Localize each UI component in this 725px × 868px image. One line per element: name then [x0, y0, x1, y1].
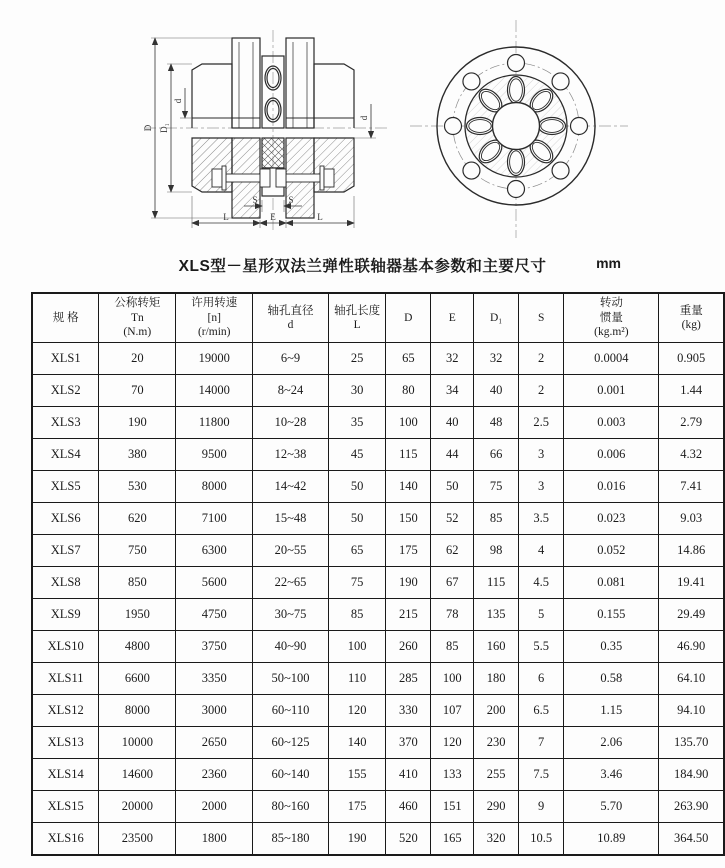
table-row [32, 727, 724, 759]
table-cell: 75 [328, 567, 386, 599]
table-cell: 2360 [176, 759, 253, 791]
table-cell: 2.79 [659, 407, 724, 439]
column-header-torque [99, 293, 176, 343]
spec-cell: XLS16 [32, 823, 99, 856]
table-row [32, 471, 724, 503]
table-cell: 215 [386, 599, 431, 631]
table-cell: 2.06 [564, 727, 659, 759]
table-cell: 5.70 [564, 791, 659, 823]
table-cell: 64.10 [659, 663, 724, 695]
table-cell: 175 [386, 535, 431, 567]
table-cell: 0.35 [564, 631, 659, 663]
column-header-line: (N.m) [123, 326, 152, 339]
table-cell: 3.46 [564, 759, 659, 791]
table-cell: 60~125 [253, 727, 329, 759]
table-cell: 115 [386, 439, 431, 471]
table-cell: 85~180 [253, 823, 329, 856]
table-row [32, 631, 724, 663]
table-cell: 5.5 [519, 631, 564, 663]
column-header-line: 公称转矩 [114, 297, 161, 310]
table-cell: 151 [431, 791, 474, 823]
table-cell: 180 [474, 663, 519, 695]
table-cell: 60~110 [253, 695, 329, 727]
table-cell: 135.70 [659, 727, 724, 759]
table-cell: 94.10 [659, 695, 724, 727]
table-cell: 6 [519, 663, 564, 695]
table-cell: 30~75 [253, 599, 329, 631]
table-cell: 7.41 [659, 471, 724, 503]
table-cell: 2650 [176, 727, 253, 759]
table-cell: 330 [386, 695, 431, 727]
table-cell: 3000 [176, 695, 253, 727]
table-cell: 9.03 [659, 503, 724, 535]
dim-label-S-right: S [288, 195, 294, 205]
table-cell: 40~90 [253, 631, 329, 663]
table-cell: 620 [99, 503, 176, 535]
table-cell: 0.052 [564, 535, 659, 567]
table-cell: 750 [99, 535, 176, 567]
table-cell: 3 [519, 471, 564, 503]
table-cell: 1950 [99, 599, 176, 631]
column-header-line: 许用转速 [191, 297, 238, 310]
table-cell: 100 [386, 407, 431, 439]
column-header-spec [32, 293, 99, 343]
table-row [32, 375, 724, 407]
column-header-line: (r/min) [197, 326, 231, 339]
column-header-speed [176, 293, 253, 343]
dim-label-D: D [143, 124, 153, 132]
table-cell: 6.5 [519, 695, 564, 727]
table-cell: 14600 [99, 759, 176, 791]
table-cell: 50 [328, 471, 386, 503]
table-row [32, 823, 724, 856]
column-header-line: D₁ [490, 311, 503, 324]
table-row [32, 599, 724, 631]
table-cell: 30 [328, 375, 386, 407]
table-cell: 0.006 [564, 439, 659, 471]
dim-label-D1: D₁ [159, 123, 169, 133]
table-cell: 46.90 [659, 631, 724, 663]
table-row [32, 759, 724, 791]
dim-label-S-left: S [252, 195, 258, 205]
column-header-dim-D [386, 293, 431, 343]
table-cell: 10.5 [519, 823, 564, 856]
table-cell: 290 [474, 791, 519, 823]
table-cell: 255 [474, 759, 519, 791]
table-cell: 120 [431, 727, 474, 759]
table-cell: 140 [328, 727, 386, 759]
table-cell: 32 [431, 343, 474, 375]
table-cell: 10000 [99, 727, 176, 759]
spec-cell: XLS5 [32, 471, 99, 503]
table-cell: 65 [328, 535, 386, 567]
table-cell: 52 [431, 503, 474, 535]
spec-cell: XLS7 [32, 535, 99, 567]
table-cell: 6600 [99, 663, 176, 695]
center-bore-circle [493, 103, 540, 150]
table-cell: 85 [328, 599, 386, 631]
spec-cell: XLS4 [32, 439, 99, 471]
column-header-line: S [537, 311, 545, 324]
table-cell: 75 [474, 471, 519, 503]
table-cell: 3350 [176, 663, 253, 695]
spec-cell: XLS1 [32, 343, 99, 375]
dim-label-d-left: d [173, 98, 183, 104]
column-header-bore-d [253, 293, 329, 343]
table-row [32, 343, 724, 375]
table-cell: 0.155 [564, 599, 659, 631]
table-cell: 50~100 [253, 663, 329, 695]
table-cell: 5 [519, 599, 564, 631]
spec-cell: XLS14 [32, 759, 99, 791]
table-cell: 7.5 [519, 759, 564, 791]
table-cell: 14000 [176, 375, 253, 407]
table-cell: 60~140 [253, 759, 329, 791]
table-cell: 70 [99, 375, 176, 407]
table-cell: 370 [386, 727, 431, 759]
table-cell: 85 [431, 631, 474, 663]
table-cell: 78 [431, 599, 474, 631]
table-cell: 44 [431, 439, 474, 471]
table-cell: 40 [474, 375, 519, 407]
spec-cell: XLS9 [32, 599, 99, 631]
table-cell: 6300 [176, 535, 253, 567]
table-cell: 9 [519, 791, 564, 823]
table-cell: 133 [431, 759, 474, 791]
column-header-dim-E [431, 293, 474, 343]
section-extension-lines [151, 38, 376, 228]
table-cell: 10~28 [253, 407, 329, 439]
table-cell: 48 [474, 407, 519, 439]
table-cell: 0.905 [659, 343, 724, 375]
table-cell: 184.90 [659, 759, 724, 791]
table-cell: 8000 [99, 695, 176, 727]
table-cell: 4750 [176, 599, 253, 631]
column-header-line: (kg.m²) [594, 326, 629, 339]
table-cell: 19000 [176, 343, 253, 375]
dim-label-d-right: d [359, 115, 369, 121]
table-row [32, 439, 724, 471]
table-cell: 62 [431, 535, 474, 567]
spec-cell: XLS13 [32, 727, 99, 759]
table-cell: 32 [474, 343, 519, 375]
front-view-drawing [408, 18, 630, 240]
table-cell: 190 [328, 823, 386, 856]
table-cell: 260 [386, 631, 431, 663]
spec-cell: XLS11 [32, 663, 99, 695]
column-header-line: 规 格 [52, 311, 79, 324]
column-header-line: 轴孔直径 [267, 304, 314, 317]
page-title: XLS型－星形双法兰弹性联轴器基本参数和主要尺寸 [178, 258, 547, 275]
table-cell: 165 [431, 823, 474, 856]
spec-table-head [32, 293, 724, 343]
table-cell: 85 [474, 503, 519, 535]
table-row [32, 695, 724, 727]
table-cell: 160 [474, 631, 519, 663]
column-header-line: 重量 [679, 304, 703, 317]
table-cell: 2 [519, 343, 564, 375]
spec-table-body [32, 343, 724, 856]
table-cell: 460 [386, 791, 431, 823]
spec-cell: XLS2 [32, 375, 99, 407]
table-cell: 50 [328, 503, 386, 535]
column-header-bore-l [328, 293, 386, 343]
table-cell: 25 [328, 343, 386, 375]
spec-table [31, 292, 725, 856]
table-cell: 2000 [176, 791, 253, 823]
table-cell: 5600 [176, 567, 253, 599]
table-cell: 320 [474, 823, 519, 856]
table-cell: 50 [431, 471, 474, 503]
table-cell: 0.081 [564, 567, 659, 599]
table-cell: 110 [328, 663, 386, 695]
table-cell: 20000 [99, 791, 176, 823]
spec-cell: XLS6 [32, 503, 99, 535]
table-cell: 4.32 [659, 439, 724, 471]
table-row [32, 535, 724, 567]
table-cell: 11800 [176, 407, 253, 439]
table-cell: 100 [431, 663, 474, 695]
table-cell: 100 [328, 631, 386, 663]
spec-cell: XLS12 [32, 695, 99, 727]
table-cell: 67 [431, 567, 474, 599]
table-cell: 0.003 [564, 407, 659, 439]
table-cell: 4800 [99, 631, 176, 663]
table-cell: 850 [99, 567, 176, 599]
table-cell: 0.016 [564, 471, 659, 503]
table-cell: 15~48 [253, 503, 329, 535]
dim-label-E: E [270, 212, 276, 222]
table-cell: 190 [386, 567, 431, 599]
column-header-line: d [287, 319, 294, 331]
column-header-line: E [448, 311, 456, 324]
table-cell: 29.49 [659, 599, 724, 631]
table-cell: 410 [386, 759, 431, 791]
table-cell: 190 [99, 407, 176, 439]
dim-label-L-right: L [317, 212, 323, 222]
technical-drawings [0, 0, 725, 248]
table-cell: 0.023 [564, 503, 659, 535]
table-cell: 175 [328, 791, 386, 823]
table-cell: 2.5 [519, 407, 564, 439]
table-cell: 20 [99, 343, 176, 375]
table-cell: 140 [386, 471, 431, 503]
table-cell: 1.15 [564, 695, 659, 727]
column-header-weight [659, 293, 724, 343]
table-row [32, 407, 724, 439]
table-cell: 0.0004 [564, 343, 659, 375]
table-cell: 9500 [176, 439, 253, 471]
table-cell: 66 [474, 439, 519, 471]
spec-cell: XLS10 [32, 631, 99, 663]
unit-label: mm [596, 255, 621, 271]
column-header-line: Tn [130, 311, 144, 324]
column-header-line: D [404, 311, 413, 324]
column-header-line: 惯量 [599, 311, 623, 324]
table-cell: 80~160 [253, 791, 329, 823]
column-header-line: (kg) [681, 319, 701, 331]
table-cell: 230 [474, 727, 519, 759]
table-row [32, 567, 724, 599]
section-centerlines [144, 30, 390, 230]
title-row [0, 254, 725, 280]
table-cell: 7 [519, 727, 564, 759]
table-cell: 1.44 [659, 375, 724, 407]
table-row [32, 503, 724, 535]
table-cell: 65 [386, 343, 431, 375]
table-cell: 155 [328, 759, 386, 791]
table-cell: 23500 [99, 823, 176, 856]
table-row [32, 663, 724, 695]
column-header-line: 轴孔长度 [334, 304, 381, 317]
spec-cell: XLS15 [32, 791, 99, 823]
table-cell: 2 [519, 375, 564, 407]
spec-cell: XLS8 [32, 567, 99, 599]
table-cell: 520 [386, 823, 431, 856]
table-cell: 40 [431, 407, 474, 439]
table-cell: 35 [328, 407, 386, 439]
column-header-inertia [564, 293, 659, 343]
table-cell: 115 [474, 567, 519, 599]
table-cell: 3 [519, 439, 564, 471]
table-cell: 22~65 [253, 567, 329, 599]
table-cell: 19.41 [659, 567, 724, 599]
table-cell: 0.58 [564, 663, 659, 695]
table-cell: 3750 [176, 631, 253, 663]
table-cell: 150 [386, 503, 431, 535]
table-cell: 34 [431, 375, 474, 407]
table-cell: 4.5 [519, 567, 564, 599]
table-row [32, 791, 724, 823]
table-cell: 6~9 [253, 343, 329, 375]
table-cell: 200 [474, 695, 519, 727]
table-cell: 285 [386, 663, 431, 695]
column-header-line: [n] [207, 311, 221, 324]
table-cell: 364.50 [659, 823, 724, 856]
spec-cell: XLS3 [32, 407, 99, 439]
table-cell: 80 [386, 375, 431, 407]
table-cell: 20~55 [253, 535, 329, 567]
table-cell: 4 [519, 535, 564, 567]
table-cell: 3.5 [519, 503, 564, 535]
table-cell: 14.86 [659, 535, 724, 567]
table-cell: 45 [328, 439, 386, 471]
column-header-line: 转动 [599, 297, 623, 310]
table-cell: 263.90 [659, 791, 724, 823]
table-cell: 0.001 [564, 375, 659, 407]
table-cell: 107 [431, 695, 474, 727]
table-cell: 7100 [176, 503, 253, 535]
column-header-dim-S [519, 293, 564, 343]
table-cell: 1800 [176, 823, 253, 856]
header-row [32, 293, 724, 343]
table-cell: 10.89 [564, 823, 659, 856]
table-cell: 120 [328, 695, 386, 727]
column-header-dim-D1 [474, 293, 519, 343]
table-cell: 8000 [176, 471, 253, 503]
table-cell: 98 [474, 535, 519, 567]
table-cell: 12~38 [253, 439, 329, 471]
table-cell: 530 [99, 471, 176, 503]
column-header-line: L [353, 319, 361, 331]
table-cell: 380 [99, 439, 176, 471]
table-cell: 14~42 [253, 471, 329, 503]
table-cell: 135 [474, 599, 519, 631]
dim-label-L-left: L [223, 212, 229, 222]
section-view-drawing [128, 16, 400, 244]
table-cell: 8~24 [253, 375, 329, 407]
